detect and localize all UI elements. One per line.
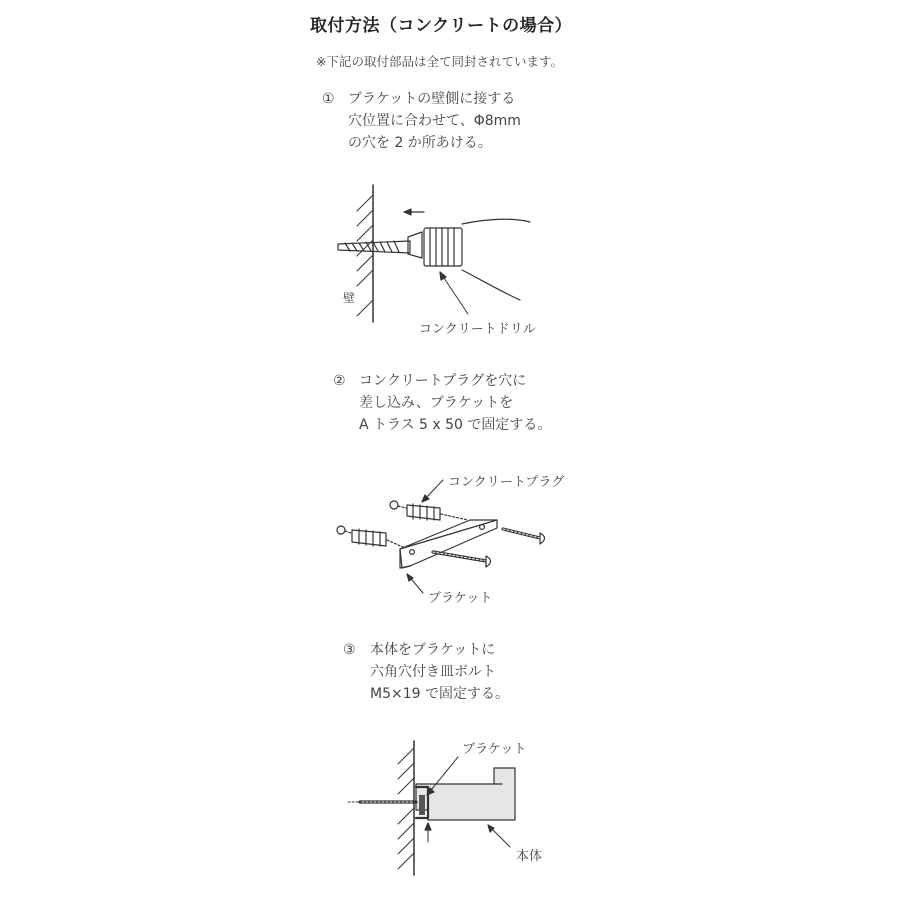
wall-hatching (398, 748, 414, 869)
step-2-line: A トラス 5 x 50 で固定する。 (359, 417, 552, 433)
bracket-label: ブラケット (428, 591, 493, 606)
step-3-marker: ③ (343, 642, 356, 658)
wall-hatching (357, 195, 373, 316)
bracket-label-3: ブラケット (462, 742, 527, 757)
step-2-line: 差し込み、ブラケットを (359, 395, 514, 411)
bolt-head (419, 795, 425, 815)
drill-bit-icon (338, 241, 410, 253)
body-label: 本体 (516, 849, 543, 864)
step-1-marker: ① (322, 91, 335, 107)
drill-diagram (338, 185, 530, 322)
parts-note: ※下記の取付部品は全て同封されています。 (316, 54, 563, 69)
plug-lower-icon (337, 526, 405, 548)
step-1-line: 穴位置に合わせて、Φ8mm (348, 113, 521, 129)
bracket-diagram (337, 480, 545, 593)
drill-body-top (462, 219, 530, 224)
step-2-marker: ② (333, 373, 346, 389)
screw-lower-icon (433, 552, 491, 567)
step-3-line: 六角穴付き皿ボルト (370, 664, 496, 680)
drill-body-bottom (462, 270, 520, 300)
drill-label: コンクリートドリル (419, 322, 536, 337)
step-2-line: コンクリートプラグを穴に (359, 373, 527, 389)
plug-label: コンクリートプラグ (448, 475, 565, 490)
step-3-line: M5×19 で固定する。 (370, 686, 509, 702)
mounting-diagram (348, 741, 515, 875)
screw-upper-icon (503, 529, 545, 544)
step-1-line: ブラケットの壁側に接する (348, 91, 516, 107)
wall-label: 壁 (343, 291, 356, 305)
step-3-line: 本体をブラケットに (370, 642, 496, 658)
step-1-line: の穴を 2 か所あける。 (348, 135, 492, 151)
plug-upper-icon (390, 501, 468, 520)
page-title: 取付方法（コンクリートの場合） (310, 16, 573, 36)
